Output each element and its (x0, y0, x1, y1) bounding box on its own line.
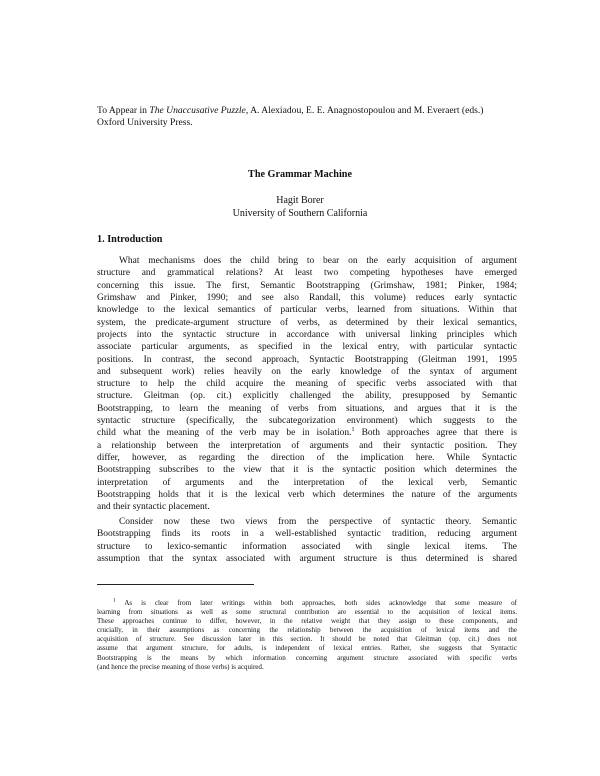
footnote-line: assume that argument structure, for adults, is independent of lexical entries. Rather, she suggests that Syntactic (97, 644, 517, 653)
publisher: Oxford University Press. (97, 117, 193, 128)
footnote-line: These approaches continue to differ, however, in the relative weight that they assign to these components, and (97, 617, 517, 626)
publication-note-editors: , A. Alexiadou, E. E. Anagnostopoulou and M. Everaert (eds.) (245, 105, 484, 116)
footnote-number: 1 (113, 597, 116, 604)
text-line: projects into the syntactic structure in accordance with universal linking principles which (97, 329, 517, 340)
footnote (97, 599, 517, 672)
footnote-line: (and hence the precise meaning of those verbs) is acquired. (97, 662, 264, 671)
text-segment: child what the meaning of the verb may be in isolation. (97, 428, 352, 439)
text-line: Grimshaw and Pinker, 1990; and see also Randall, this volume) reduces early syntactic (97, 292, 517, 303)
book-title: The Unaccusative Puzzle (149, 105, 246, 116)
author-name: Hagit Borer (276, 195, 324, 206)
text-line: assumption that the syntax associated with argument structure is thus determined is shared (97, 553, 517, 564)
text-line: interpretation of arguments and the interpretation of the lexical verb, Semantic (97, 477, 517, 488)
text-line: and subsequent work) relies heavily on the early knowledge of the syntax of argument (97, 366, 517, 377)
footnote-text: As is clear from later writings within both approaches, both sides acknowledge that some measure of (124, 599, 518, 607)
publication-note (97, 105, 517, 129)
paper-title: The Grammar Machine (248, 169, 352, 180)
footnote-line: crucially, in their assumptions as concerning the relationship between the acquisition of lexical items and the (97, 626, 517, 635)
footnote-line: Bootstrapping is the means by which information concerning argument structure associated with specific verbs (97, 653, 517, 662)
text-line: structure to lexico-semantic information associated with single lexical items. The (97, 541, 517, 552)
footnote-line: acquisition of structure. See discussion later in this section. It should be noted that Gleitman (op. cit.) does not (97, 635, 517, 644)
paragraph-1 (97, 255, 517, 514)
text-line: structure and grammatical relations? At least two competing hypotheses have emerged (97, 268, 517, 279)
text-line: Bootstrapping subscribes to the view that it is the syntactic position which determines the (97, 465, 517, 476)
text-line: Bootstrapping, to learn the meaning of verbs from situations, and argues that it is the (97, 403, 517, 414)
footnote-separator (97, 584, 254, 585)
text-line: knowledge to the lexical semantics of particular verbs, learned from situations. Within that (97, 305, 517, 316)
text-line: positions. In contrast, the second approach, Syntactic Bootstrapping (Gleitman 1991, 1995 (97, 354, 517, 365)
footnote-line (97, 599, 517, 608)
text-line: Consider now these two views from the perspective of syntactic theory. Semantic (119, 517, 517, 527)
text-line: associate particular arguments, as specified in the lexical entry, with particular syntactic (97, 342, 517, 353)
text-line: structure. Gleitman (op. cit.) explicitly challenged the ability, presupposed by Semantic (97, 391, 517, 402)
publication-note-prefix: To Appear in (97, 105, 150, 116)
text-line: Bootstrapping finds its roots in a well-established syntactic tradition, reducing argument (97, 529, 517, 540)
text-line: What mechanisms does the child bring to bear on the early acquisition of argument (119, 256, 517, 266)
author-affiliation: University of Southern California (232, 207, 368, 219)
paragraph-2 (97, 516, 517, 565)
text-line: system, the predicate-argument structure of verbs, as determined by their lexical semantics, (97, 317, 517, 328)
text-segment: Both approaches agree that there is (354, 428, 517, 439)
footnote-marker: 1 (351, 426, 355, 434)
author-block (0, 195, 600, 220)
text-line: structure to help the child acquire the meaning of specific verbs associated with that (97, 379, 517, 390)
text-line: Bootstrapping holds that it is the lexical verb which determines the nature of the arguments (97, 489, 517, 500)
text-line-with-footnote (97, 427, 517, 439)
text-line: and their syntactic placement. (97, 502, 210, 513)
text-line: a relationship between the interpretation of arguments and their syntactic position. They (97, 440, 517, 451)
footnote-line: learning from situations as well as some structural contribution are essential to the acquisition of lexical items. (97, 608, 517, 617)
section-heading: 1. Introduction (97, 234, 163, 245)
text-line: syntactic structure (specifically, the subcategorization environment) which suggests to the (97, 416, 517, 427)
text-line: differ, however, as regarding the direction of the implication here. While Syntactic (97, 453, 517, 463)
text-line: concerning this issue. The first, Semantic Bootstrapping (Grimshaw, 1981; Pinker, 1984; (97, 280, 517, 291)
